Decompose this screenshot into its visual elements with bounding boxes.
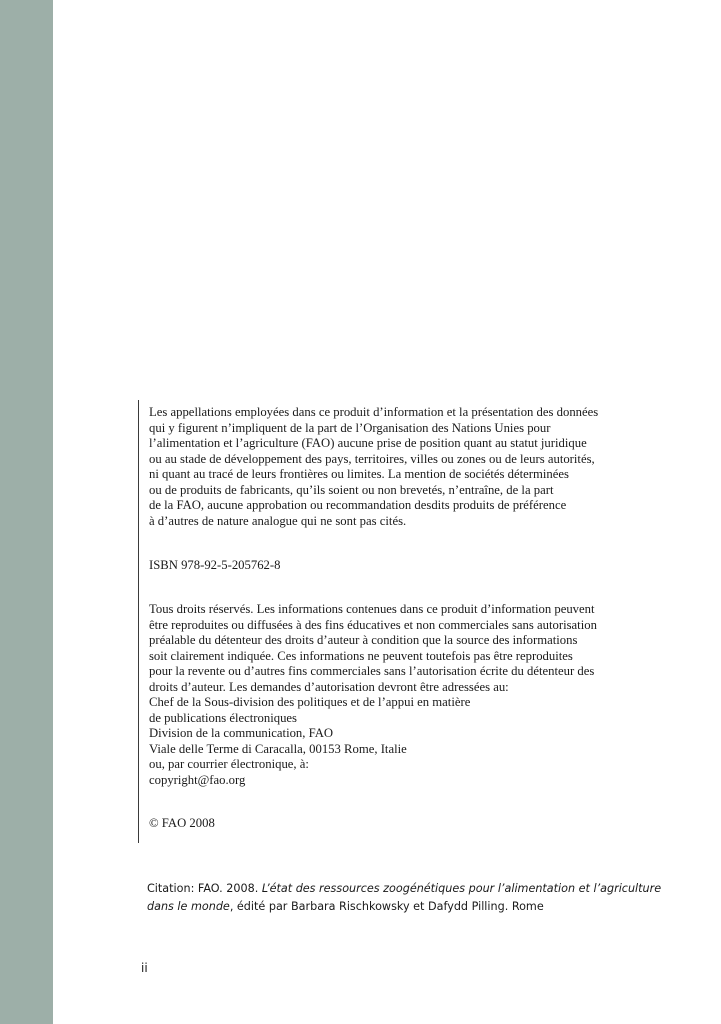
rights-line: droits d’auteur. Les demandes d’autorisation devront être adressées au:	[149, 679, 509, 694]
contact-email: copyright@fao.org	[149, 772, 246, 787]
disclaimer-paragraph	[149, 405, 629, 529]
citation-title-continued: dans le monde	[147, 899, 230, 913]
disclaimer-line: ou de produits de fabricants, qu’ils soient ou non brevetés, n’entraîne, de la part	[149, 482, 554, 497]
isbn-block	[149, 558, 629, 574]
contact-line: de publications électroniques	[149, 710, 297, 725]
disclaimer-line: ou au stade de développement des pays, territoires, villes ou zones ou de leurs autorités,	[149, 451, 595, 466]
rights-paragraph	[149, 602, 629, 788]
rights-line: préalable du détenteur des droits d’auteur à condition que la source des informations	[149, 633, 578, 647]
vertical-rule	[138, 400, 139, 843]
citation-paragraph	[147, 880, 667, 915]
citation-title: L’état des ressources zoogénétiques pour l’alimentation et l’agriculture	[261, 882, 662, 895]
disclaimer-line: ni quant au tracé de leurs frontières ou limites. La mention de sociétés déterminées	[149, 467, 569, 481]
side-color-band	[0, 0, 53, 1024]
contact-line: ou, par courrier électronique, à:	[149, 757, 309, 771]
rights-line: soit clairement indiquée. Ces informations ne peuvent toutefois pas être reproduites	[149, 648, 573, 663]
disclaimer-line: de la FAO, aucune approbation ou recommandation desdits produits de préférence	[149, 498, 567, 512]
rights-line: être reproduites ou diffusées à des fins éducatives et non commerciales sans autorisation	[149, 617, 597, 632]
copyright-block	[149, 816, 629, 832]
disclaimer-line: à d’autres de nature analogue qui ne sont pas cités.	[149, 513, 407, 528]
isbn-number: ISBN 978-92-5-205762-8	[149, 558, 281, 572]
contact-line: Division de la communication, FAO	[149, 726, 334, 740]
disclaimer-line: l’alimentation et l’agriculture (FAO) aucune prise de position quant au statut juridique	[149, 436, 587, 450]
rights-line: pour la revente ou d’autres fins commerciales sans l’autorisation écrite du détenteur des	[149, 664, 595, 678]
copyright-notice: © FAO 2008	[149, 816, 215, 830]
rights-line: Tous droits réservés. Les informations contenues dans ce produit d’information peuvent	[149, 602, 595, 616]
contact-line: Viale delle Terme di Caracalla, 00153 Rome, Italie	[149, 741, 407, 756]
citation-prefix: Citation: FAO. 2008.	[147, 882, 262, 895]
disclaimer-line: Les appellations employées dans ce produit d’information et la présentation des données	[149, 405, 599, 419]
page-number: ii	[141, 961, 148, 975]
contact-line: Chef de la Sous-division des politiques et de l’appui en matière	[149, 695, 471, 709]
citation-suffix: , édité par Barbara Rischkowsky et Dafydd Pilling. Rome	[229, 899, 544, 913]
disclaimer-line: qui y figurent n’impliquent de la part de l’Organisation des Nations Unies pour	[149, 420, 551, 435]
